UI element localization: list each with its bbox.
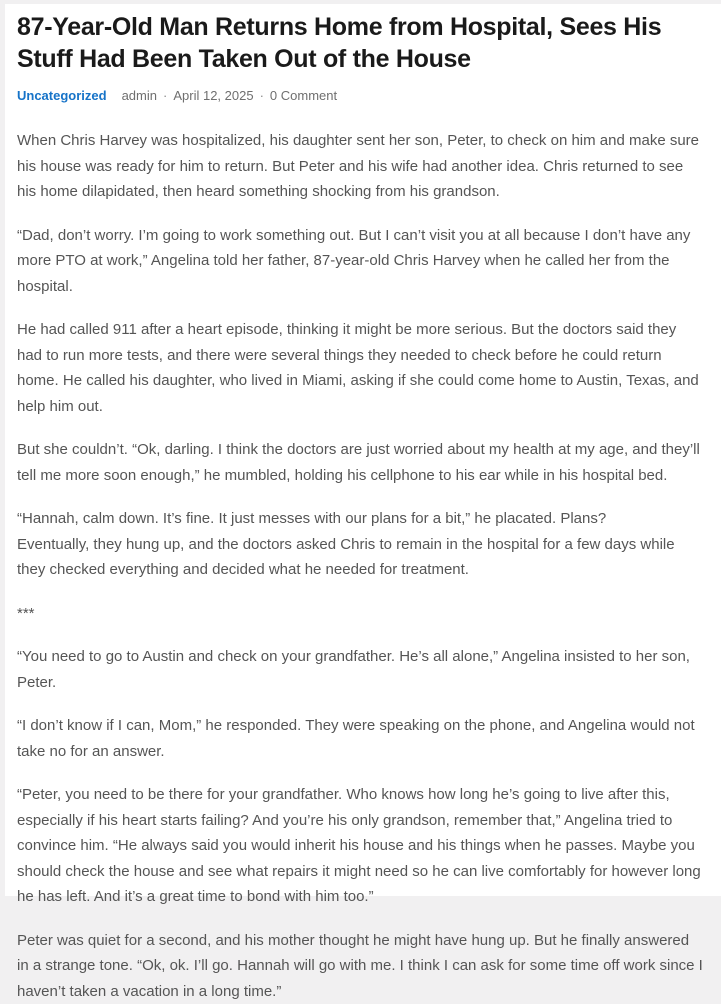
article-paragraph: “Peter, you need to be there for your grandfather. Who knows how long he’s going to live after this, especially if his heart starts failing? And you’re his only grandson, remember that,” Angelina tried to convince him. “He always said you would inherit his house and his things when he passes. Maybe you should check the house and see what repairs it might need so he can live comfortably for however long he has left. And it’s a great time to bond with him too.” [17,782,703,910]
article-paragraph: *** [17,601,703,627]
article-paragraph: He had called 911 after a heart episode, thinking it might be more serious. But the doctors said they had to run more tests, and there were several things they needed to check before he could return home. He called his daughter, who lived in Miami, asking if she could come home to Austin, Texas, and help him out. [17,317,703,419]
article-paragraph: Peter was quiet for a second, and his mother thought he might have hung up. But he finally answered in a strange tone. “Ok, ok. I’ll go. Hannah will go with me. I think I can ask for some time off work since I haven’t taken a vacation in a long time.” [17,928,703,1004]
article-paragraph: “Hannah, calm down. It’s fine. It just messes with our plans for a bit,” he placated. Plans? Eventually, they hung up, and the doctors asked Chris to remain in the hospital for a few days while they checked everything and decided what he needed for treatment. [17,506,703,583]
article-paragraph: But she couldn’t. “Ok, darling. I think the doctors are just worried about my health at my age, and they’ll tell me more soon enough,” he mumbled, holding his cellphone to his ear while in his hospital bed. [17,437,703,488]
meta-separator: · [163,88,167,103]
category-link[interactable]: Uncategorized [17,88,107,103]
article-paragraph: “You need to go to Austin and check on your grandfather. He’s all alone,” Angelina insisted to her son, Peter. [17,644,703,695]
article-body [17,128,703,1004]
post-date: April 12, 2025 [173,88,253,103]
meta-separator: · [260,88,264,103]
article-paragraph: “I don’t know if I can, Mom,” he responded. They were speaking on the phone, and Angelina would not take no for an answer. [17,713,703,764]
post-meta [17,88,703,103]
article-page [5,4,721,896]
article-paragraph: “Dad, don’t worry. I’m going to work something out. But I can’t visit you at all because I don’t have any more PTO at work,” Angelina told her father, 87-year-old Chris Harvey when he called her from the hospital. [17,223,703,300]
author-name: admin [122,88,157,103]
comment-count[interactable]: 0 Comment [270,88,337,103]
page-title: 87-Year-Old Man Returns Home from Hospital, Sees His Stuff Had Been Taken Out of the House [17,11,703,75]
article-paragraph: When Chris Harvey was hospitalized, his daughter sent her son, Peter, to check on him and make sure his house was ready for him to return. But Peter and his wife had another idea. Chris returned to see his home dilapidated, then heard something shocking from his grandson. [17,128,703,205]
